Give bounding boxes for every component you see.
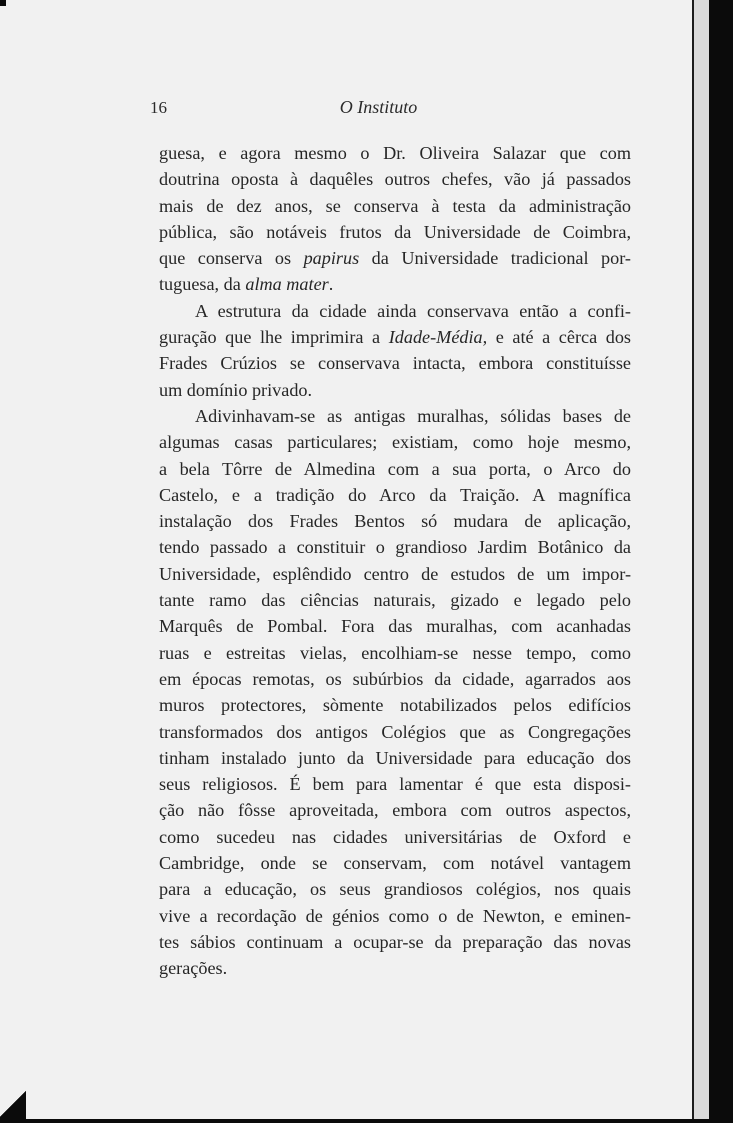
text-line: um domínio privado.	[159, 379, 313, 400]
text-line: algumas casas particulares; existiam, como hoje mesmo,	[159, 432, 631, 453]
text-line: ção não fôsse aproveitada, embora com outros aspectos,	[159, 800, 631, 821]
text-line: tinham instalado junto da Universidade para educação dos	[159, 747, 631, 768]
text-line: tendo passado a constituir o grandioso Jardim Botânico da	[159, 537, 631, 558]
text-line: guração que lhe imprimira a Idade-Média, e até a cêrca dos	[159, 327, 631, 348]
scan-margin	[694, 0, 709, 1123]
paragraph-1	[159, 140, 631, 298]
text-line: Adivinhavam-se as antigas muralhas, sólidas bases de	[195, 405, 631, 426]
text-line: tante ramo das ciências naturais, gizado e legado pelo	[159, 590, 631, 611]
page-number: 16	[150, 98, 167, 117]
scan-corner-bottom	[0, 1085, 26, 1123]
text-line: a bela Tôrre de Almedina com a sua porta, o Arco do	[159, 458, 631, 479]
text-line: tuguesa, da alma mater.	[159, 274, 334, 295]
text-line: Frades Crúzios se conservava intacta, embora constituísse	[159, 353, 631, 374]
text-line: vive a recordação de génios como o de Newton, e eminen-	[159, 905, 631, 926]
text-line: seus religiosos. É bem para lamentar é que esta disposi-	[159, 774, 631, 795]
scan-corner	[0, 0, 6, 6]
scan-border-bottom	[0, 1119, 733, 1123]
text-line: ruas e estreitas vielas, encolhiam-se nesse tempo, como	[159, 642, 631, 663]
paragraph-3	[159, 403, 631, 982]
text-line: pública, são notáveis frutos da Universidade de Coimbra,	[159, 221, 631, 242]
text-line: muros protectores, sòmente notabilizados pelos edifícios	[159, 695, 631, 716]
text-line: tes sábios continuam a ocupar-se da preparação das novas	[159, 931, 631, 952]
text-line: gerações.	[159, 958, 228, 979]
body-text	[159, 140, 631, 982]
text-line: para a educação, os seus grandiosos colégios, nos quais	[159, 879, 631, 900]
text-line: A estrutura da cidade ainda conservava então a confi-	[195, 300, 631, 321]
text-line: mais de dez anos, se conserva à testa da administração	[159, 195, 631, 216]
text-line: transformados dos antigos Colégios que as Congregações	[159, 721, 631, 742]
text-line: Universidade, esplêndido centro de estudos de um impor-	[159, 563, 631, 584]
text-line: instalação dos Frades Bentos só mudara de aplicação,	[159, 511, 631, 532]
text-line: Castelo, e a tradição do Arco da Traição. A magnífica	[159, 484, 631, 505]
text-line: em épocas remotas, os subúrbios da cidade, agarrados aos	[159, 668, 631, 689]
text-line: Cambridge, onde se conservam, com notável vantagem	[159, 853, 631, 874]
text-line: doutrina oposta à daquêles outros chefes, vão já passados	[159, 169, 631, 190]
text-line: Marquês de Pombal. Fora das muralhas, com acanhadas	[159, 616, 631, 637]
text-line: como sucedeu nas cidades universitárias de Oxford e	[159, 826, 631, 847]
text-line: que conserva os papirus da Universidade tradicional por-	[159, 248, 631, 269]
running-head: O Instituto	[339, 97, 418, 117]
paragraph-2	[159, 298, 631, 403]
text-line: guesa, e agora mesmo o Dr. Oliveira Salazar que com	[159, 143, 631, 163]
scan-border-right	[709, 0, 733, 1123]
